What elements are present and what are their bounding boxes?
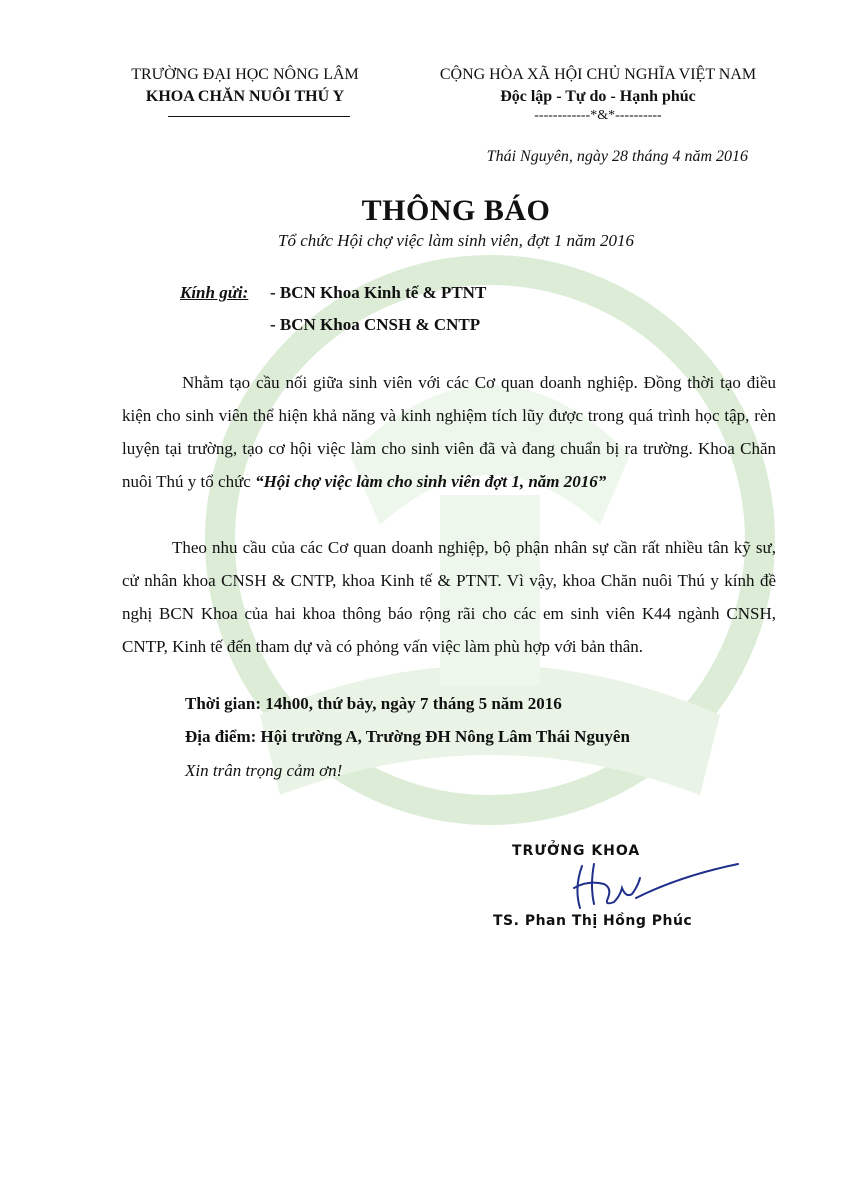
event-name: “Hội chợ việc làm cho sinh viên đợt 1, năm 2016” — [255, 472, 607, 491]
national-title: CỘNG HÒA XÃ HỘI CHỦ NGHĨA VIỆT NAM — [439, 66, 757, 83]
paragraph-intro-text: Nhằm tạo cầu nối giữa sinh viên với các Cơ quan doanh nghiệp. Đồng thời tạo điều kiện cho sinh viên thể hiện khả năng và kinh nghiệm tích lũy được trong quá trình học tập, rèn luyện tại trường, tạo cơ hội việc làm cho sinh viên đã và đang chuẩn bị ra trường. Khoa Chăn nuôi Thú y tổ chức — [122, 373, 776, 491]
document-subtitle: Tổ chức Hội chợ việc làm sinh viên, đợt 1 năm 2016 — [277, 231, 635, 250]
event-time: Thời gian: 14h00, thứ bảy, ngày 7 tháng 5 năm 2016 — [185, 694, 562, 713]
event-place: Địa điểm: Hội trường A, Trường ĐH Nông Lâm Thái Nguyên — [185, 727, 630, 746]
paragraph-request: Theo nhu cầu của các Cơ quan doanh nghiệp, bộ phận nhân sự cần rất nhiều tân kỹ sư, cử nhân khoa CNSH & CNTP, khoa Kinh tế & PTNT. Vì vậy, khoa Chăn nuôi Thú y kính đề nghị BCN Khoa của hai khoa thông báo rộng rãi cho các em sinh viên K44 ngành CNSH, CNTP, Kinh tế đến tham dự và có phỏng vấn việc làm phù hợp với bản thân. — [122, 538, 776, 656]
document-title: THÔNG BÁO — [361, 194, 551, 227]
date-line: Thái Nguyên, ngày 28 tháng 4 năm 2016 — [486, 148, 748, 165]
header-divider — [168, 116, 350, 117]
recipient-item: - BCN Khoa Kinh tế & PTNT — [270, 283, 487, 302]
signer-name: TS. Phan Thị Hồng Phúc — [493, 913, 693, 929]
signer-role: TRƯỞNG KHOA — [512, 843, 641, 859]
handwritten-signature — [560, 858, 750, 914]
faculty-name: KHOA CHĂN NUÔI THÚ Y — [145, 88, 345, 105]
national-motto: Độc lập - Tự do - Hạnh phúc — [500, 88, 696, 105]
university-name: TRƯỜNG ĐẠI HỌC NÔNG LÂM — [131, 66, 359, 83]
recipient-item: - BCN Khoa CNSH & CNTP — [270, 315, 481, 334]
motto-ornament: ------------*&*---------- — [534, 108, 662, 123]
paragraph-intro — [122, 366, 776, 498]
recipients-label: Kính gửi: — [180, 283, 249, 302]
thanks-line: Xin trân trọng cảm ơn! — [185, 761, 343, 780]
